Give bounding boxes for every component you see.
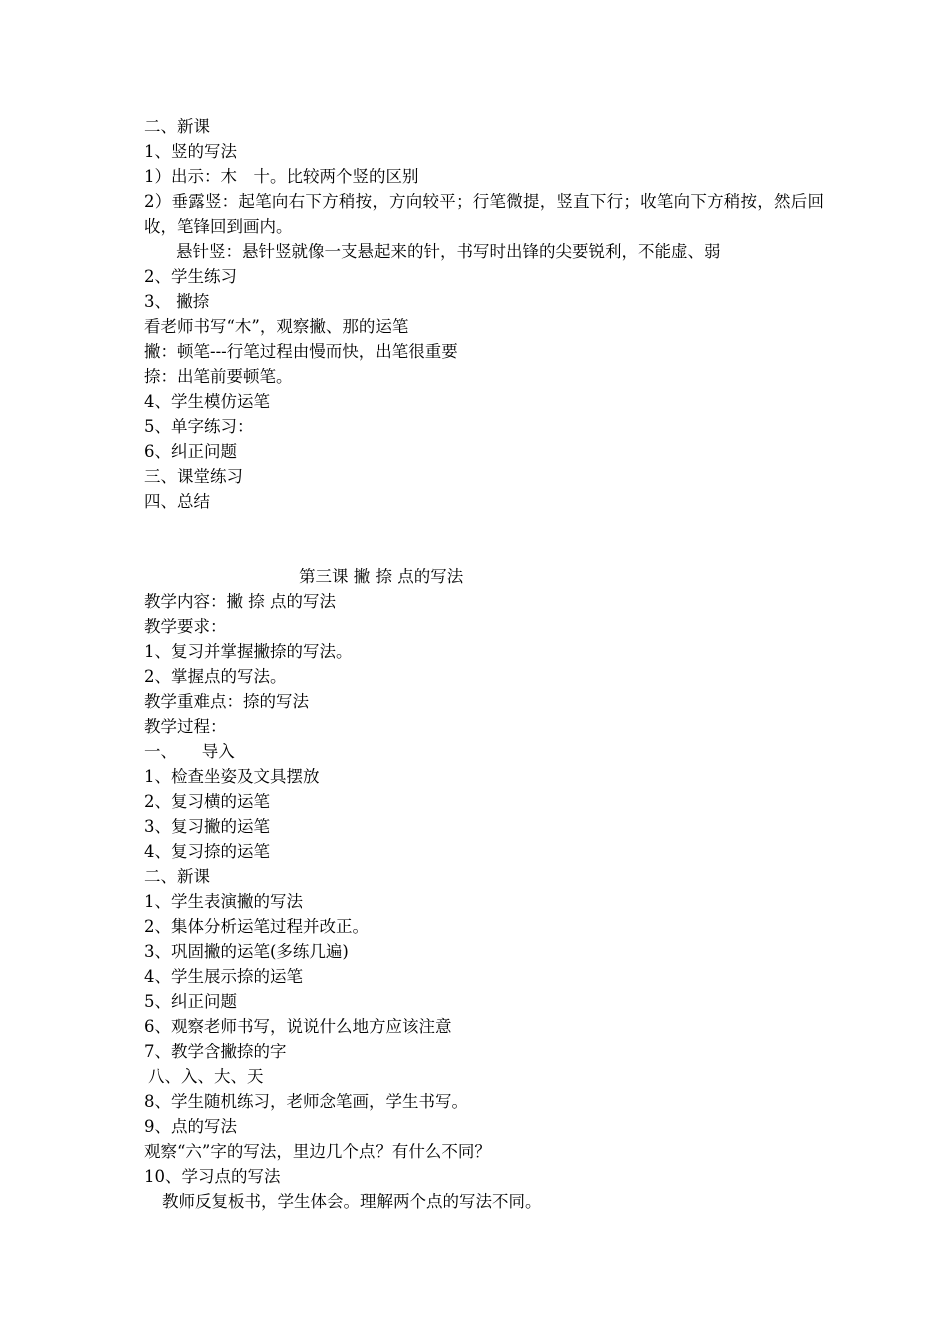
text-na-stroke: 捺：出笔前要顿笔。 bbox=[144, 367, 293, 386]
teaching-difficulty: 教学重难点：捺的写法 bbox=[144, 692, 309, 711]
item-student-practice: 2、学生练习 bbox=[144, 267, 237, 286]
item-correct-problems: 6、纠正问题 bbox=[144, 442, 237, 461]
process-item: 10、学习点的写法 bbox=[144, 1167, 281, 1186]
item-single-character: 5、单字练习： bbox=[144, 417, 254, 436]
teacher-board-writing: 教师反复板书，学生体会。理解两个点的写法不同。 bbox=[162, 1192, 542, 1211]
example-characters: 八、入、大、天 bbox=[148, 1067, 264, 1086]
heading-new-lesson: 二、新课 bbox=[144, 117, 210, 136]
lesson-title: 第三课 撇 捺 点的写法 bbox=[299, 567, 464, 586]
heading-new-lesson-2: 二、新课 bbox=[144, 867, 210, 886]
item-imitate: 4、学生模仿运笔 bbox=[144, 392, 270, 411]
process-item: 6、观察老师书写，说说什么地方应该注意 bbox=[144, 1017, 452, 1036]
process-item: 8、学生随机练习，老师念笔画，学生书写。 bbox=[144, 1092, 468, 1111]
process-item: 1、学生表演撇的写法 bbox=[144, 892, 303, 911]
process-item: 1、检查坐姿及文具摆放 bbox=[144, 767, 320, 786]
process-item: 3、复习撇的运笔 bbox=[144, 817, 270, 836]
heading-introduction: 一、 导入 bbox=[144, 742, 235, 761]
observe-six: 观察“六”字的写法，里边几个点？有什么不同？ bbox=[144, 1142, 491, 1161]
process-item: 9、点的写法 bbox=[144, 1117, 237, 1136]
requirement-2: 2、掌握点的写法。 bbox=[144, 667, 287, 686]
paragraph-dew-drop-vertical: 2）垂露竖：起笔向右下方稍按，方向较平；行笔微提，竖直下行；收笔向下方稍按，然后回收，笔锋回到画内。 bbox=[144, 192, 824, 236]
process-item: 3、巩固撇的运笔(多练几遍) bbox=[144, 942, 349, 961]
paragraph-needle-vertical: 悬针竖：悬针竖就像一支悬起来的针，书写时出锋的尖要锐利，不能虚、弱 bbox=[176, 242, 721, 261]
item-show-characters: 1）出示：木 十。比较两个竖的区别 bbox=[144, 167, 419, 186]
teaching-content: 教学内容：撇 捺 点的写法 bbox=[144, 592, 336, 611]
process-item: 7、教学含撇捺的字 bbox=[144, 1042, 287, 1061]
process-item: 5、纠正问题 bbox=[144, 992, 237, 1011]
section-gap bbox=[144, 514, 824, 564]
process-item: 4、学生展示捺的运笔 bbox=[144, 967, 303, 986]
document-body bbox=[144, 114, 824, 1214]
process-item: 2、复习横的运笔 bbox=[144, 792, 270, 811]
teaching-process: 教学过程： bbox=[144, 717, 227, 736]
item-left-right-falling: 3、 撇捺 bbox=[144, 292, 210, 311]
text-pie-stroke: 撇：顿笔---行笔过程由慢而快，出笔很重要 bbox=[144, 342, 458, 361]
text-watch-teacher: 看老师书写“木”，观察撇、那的运笔 bbox=[144, 317, 409, 336]
requirement-1: 1、复习并掌握撇捺的写法。 bbox=[144, 642, 353, 661]
item-vertical-stroke: 1、竖的写法 bbox=[144, 142, 237, 161]
process-item: 4、复习捺的运笔 bbox=[144, 842, 270, 861]
heading-summary: 四、总结 bbox=[144, 492, 210, 511]
heading-class-practice: 三、课堂练习 bbox=[144, 467, 243, 486]
teaching-requirements: 教学要求： bbox=[144, 617, 227, 636]
process-item: 2、集体分析运笔过程并改正。 bbox=[144, 917, 369, 936]
